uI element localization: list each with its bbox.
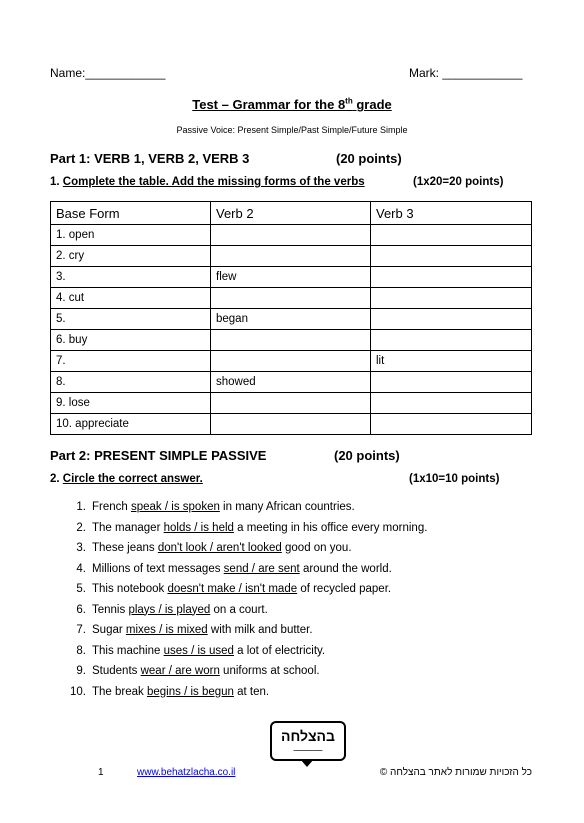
table-cell[interactable] [211,393,371,414]
title-sup: th [345,97,353,106]
answer-options[interactable]: mixes / is mixed [125,624,208,636]
item-text-before: Millions of text messages [92,562,224,575]
list-item [50,682,427,703]
item-text-before: Students [92,665,141,677]
page-number: 1 [98,767,104,778]
table-cell: showed [211,372,371,393]
logo-text: בהצלחה [281,728,335,744]
table-cell[interactable] [211,246,371,267]
table-cell: 3. [51,267,211,288]
part2-heading: Part 2: PRESENT SIMPLE PASSIVE [50,448,267,463]
item-number: 7. [76,624,86,636]
table-cell[interactable] [371,225,532,246]
table-cell: lit [371,351,532,372]
item-number: 8. [76,644,86,657]
item-text-after: of recycled paper. [297,583,392,595]
table-cell: 7. [51,351,211,372]
table-row [51,225,532,246]
table-cell[interactable] [211,351,371,372]
item-text-before: These jeans [92,542,158,554]
table-cell[interactable] [371,309,532,330]
table-cell: flew [211,267,371,288]
list-item [50,559,427,580]
question-2-points: (1x10=10 points) [409,473,500,485]
item-text-before: Sugar [92,624,126,636]
table-cell[interactable] [371,330,532,351]
table-cell: began [211,309,371,330]
table-cell: 8. [51,372,211,393]
table-cell[interactable] [371,372,532,393]
name-field[interactable]: Name:____________ [50,66,166,80]
page-title [0,97,584,112]
behatzlacha-logo [270,721,346,761]
table-cell: 1. open [51,225,211,246]
circle-answer-list [50,497,427,702]
part2-points: (20 points) [334,448,400,463]
answer-options[interactable]: begins / is begun [146,685,234,698]
list-item [50,661,427,682]
list-item [50,538,427,559]
table-row [51,267,532,288]
question-1-text: Complete the table. Add the missing forms of the verbs [62,176,365,188]
item-number: 6. [76,603,86,616]
table-cell[interactable] [211,330,371,351]
list-item [50,641,427,662]
table-row [51,414,532,435]
item-number: 3. [76,542,86,554]
column-header: Base Form [51,202,211,225]
answer-options[interactable]: speak / is spoken [131,501,220,513]
item-text-before: Tennis [92,603,129,616]
item-text-before: This machine [92,644,164,657]
table-row [51,309,532,330]
item-text-after: good on you. [281,542,352,554]
item-text-after: on a court. [210,603,268,616]
table-cell[interactable] [211,225,371,246]
answer-options[interactable]: send / are sent [223,562,300,575]
answer-options[interactable]: uses / is used [163,644,234,657]
table-row [51,351,532,372]
item-number: 2. [76,521,86,534]
list-item [50,497,427,518]
item-text-after: a meeting in his office every morning. [233,521,428,534]
title-main: Test – Grammar for the 8 [192,97,346,113]
answer-options[interactable]: holds / is held [163,521,234,534]
table-cell[interactable] [371,288,532,309]
item-text-after: a lot of electricity. [233,644,326,657]
item-number: 4. [76,562,86,575]
table-cell[interactable] [371,267,532,288]
answer-options[interactable]: plays / is played [128,603,211,616]
question-2-num: 2. [50,473,60,485]
mark-field[interactable]: Mark: ____________ [409,66,523,80]
table-row [51,288,532,309]
table-row [51,372,532,393]
footer-rights: כל הזכויות שמורות לאתר בהצלחה © [379,767,532,778]
table-cell: 2. cry [51,246,211,267]
table-row [51,330,532,351]
question-2-text: Circle the correct answer. [62,473,203,485]
item-number: 9. [76,665,86,677]
answer-options[interactable]: wear / are worn [140,665,220,677]
item-number: 5. [76,583,86,595]
list-item [50,579,427,600]
answer-options[interactable]: doesn't make / isn't made [167,583,298,595]
item-text-after: around the world. [299,562,392,575]
logo-sub-line: ━━━━━━━━━━━━ [293,748,323,753]
part1-points: (20 points) [336,151,402,166]
item-text-after: uniforms at school. [219,665,320,677]
question-2 [50,473,203,485]
table-cell[interactable] [371,414,532,435]
table-row [51,246,532,267]
table-cell[interactable] [371,246,532,267]
page-subtitle: Passive Voice: Present Simple/Past Simple/Future Simple [176,125,408,135]
column-header: Verb 2 [211,202,371,225]
part1-heading: Part 1: VERB 1, VERB 2, VERB 3 [50,151,250,166]
list-item [50,600,427,621]
table-cell: 6. buy [51,330,211,351]
table-row [51,393,532,414]
question-1-num: 1. [50,176,60,188]
item-text-after: at ten. [233,685,270,698]
question-1 [50,176,365,188]
item-text-before: The break [92,685,147,698]
table-cell: 4. cut [51,288,211,309]
item-number: 1. [76,501,86,513]
table-cell: 10. appreciate [51,414,211,435]
column-header: Verb 3 [371,202,532,225]
item-number: 10. [70,685,86,698]
table-cell: 9. lose [51,393,211,414]
footer-link[interactable]: www.behatzlacha.co.il [137,767,236,778]
answer-options[interactable]: don't look / aren't looked [157,542,282,554]
item-text-before: The manager [92,521,164,534]
table-header-row [51,202,532,225]
table-cell[interactable] [371,393,532,414]
title-end: grade [352,97,392,113]
question-1-points: (1x20=20 points) [413,176,504,188]
item-text-before: This notebook [92,583,168,595]
list-item [50,620,427,641]
logo-speech-tail [300,759,314,767]
table-cell[interactable] [211,414,371,435]
item-text-after: with milk and butter. [207,624,313,636]
table-cell[interactable] [211,288,371,309]
verb-table [50,201,532,435]
table-cell: 5. [51,309,211,330]
list-item [50,518,427,539]
item-text-before: French [92,501,131,513]
item-text-after: in many African countries. [219,501,355,513]
